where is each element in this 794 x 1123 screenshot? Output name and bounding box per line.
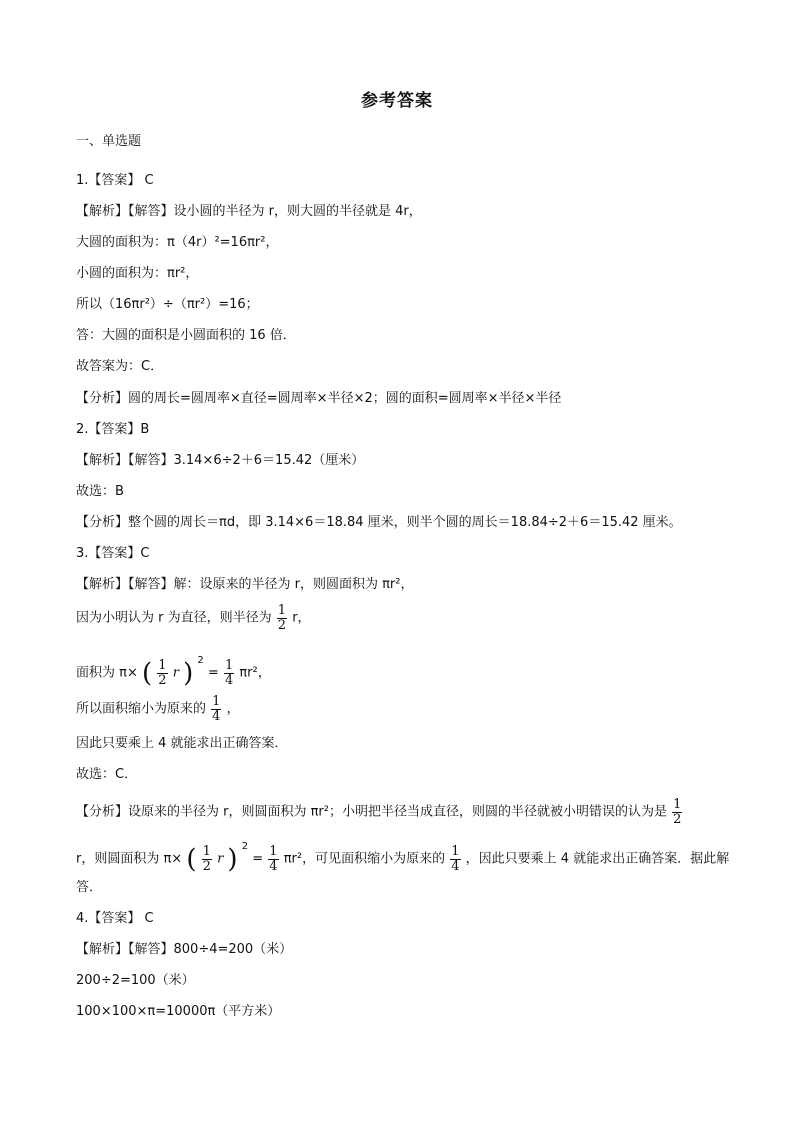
radius-variable: r: [217, 851, 224, 867]
fraction-one-quarter: [450, 845, 460, 874]
q3-solution-line-6: 故选：C．: [76, 767, 138, 782]
q2-answer: 2.【答案】B: [76, 422, 150, 437]
q3-solution-line-2: [76, 604, 311, 633]
fraction-one-half: [202, 845, 212, 874]
radius-variable: r: [172, 665, 179, 681]
fraction-one-quarter: [268, 845, 278, 874]
q1-analysis: 【分析】圆的周长=圆周率×直径=圆周率×半径×2；圆的面积=圆周率×半径×半径: [76, 391, 562, 406]
q3-line2-text-a: 因为小明认为 r 为直径，则半径为: [76, 610, 272, 626]
fraction-numerator: 1: [202, 844, 211, 859]
q3-solution-line-3: [76, 652, 271, 688]
q3-analysis-line-3: 答．: [76, 880, 103, 895]
q3-analysis-text-a: 【分析】设原来的半径为 r，则圆面积为 πr²；小明把半径当成直径，则圆的半径就被小明错误的认为是: [76, 804, 667, 820]
q3-solution-line-5: 因此只要乘上 4 就能求出正确答案．: [76, 736, 288, 751]
fraction-one-quarter: [224, 659, 234, 688]
q3-line2-text-b: r，: [292, 610, 311, 626]
q3-solution-line-1: 【解析】【解答】解：设原来的半径为 r，则圆面积为 πr²，: [76, 577, 414, 592]
fraction-one-half: [157, 659, 167, 688]
fraction-denominator: 2: [158, 673, 167, 688]
q1-solution-line-2: 大圆的面积为：π（4r）²=16πr²，: [76, 235, 279, 250]
open-paren: (: [142, 658, 153, 689]
fraction-denominator: 4: [269, 859, 278, 874]
q2-solution-line-2: 故选：B: [76, 484, 124, 499]
close-paren: ): [183, 658, 194, 689]
fraction-numerator: 1: [212, 694, 221, 709]
q2-analysis: 【分析】整个圆的周长＝πd，即 3.14×6＝18.84 厘米，则半个圆的周长＝18.84÷2＋6＝15.42 厘米。: [76, 515, 682, 530]
q1-solution-line-6: 故答案为：C．: [76, 359, 164, 374]
section-heading: 一、单选题: [76, 134, 142, 149]
q1-solution-line-1: 【解析】【解答】设小圆的半径为 r，则大圆的半径就是 4r，: [76, 204, 422, 219]
q1-solution-line-3: 小圆的面积为：πr²，: [76, 266, 199, 281]
q3-analysis-text-d: ，因此只要乘上 4 就能求出正确答案．据此解: [465, 851, 730, 867]
exponent: 2: [241, 841, 249, 852]
fraction-one-quarter: [211, 695, 221, 724]
q4-solution-line-2: 200÷2=100（米）: [76, 973, 195, 988]
q3-line3-equals: =: [207, 665, 219, 681]
q4-solution-line-1: 【解析】【解答】800÷4=200（米）: [76, 942, 293, 957]
exponent: 2: [197, 655, 204, 666]
fraction-denominator: 4: [212, 709, 221, 724]
q3-analysis-line-1: [76, 798, 683, 827]
q3-solution-line-4: [76, 695, 240, 724]
fraction-numerator: 1: [277, 603, 287, 618]
close-paren: ): [227, 844, 238, 875]
fraction-one-half: [277, 604, 287, 633]
q3-line4-text-a: 所以面积缩小为原来的: [76, 701, 207, 717]
fraction-numerator: 1: [451, 844, 460, 859]
q3-analysis-text-b: r，则圆面积为 π×: [76, 851, 183, 867]
q4-solution-line-3: 100×100×π=10000π（平方米）: [76, 1004, 281, 1019]
q2-solution-line-1: 【解析】【解答】3.14×6÷2＋6＝15.42（厘米）: [76, 453, 365, 468]
open-paren: (: [186, 844, 197, 875]
fraction-denominator: 4: [224, 673, 234, 688]
q3-line3-text-c: πr²，: [239, 665, 271, 681]
q1-answer: 1.【答案】 C: [76, 173, 154, 188]
fraction-denominator: 2: [673, 812, 682, 827]
q4-answer: 4.【答案】 C: [76, 911, 154, 926]
fraction-denominator: 4: [451, 859, 460, 874]
fraction-numerator: 1: [673, 797, 682, 812]
fraction-one-half: [672, 798, 682, 827]
page-title: 参考答案: [361, 91, 433, 111]
fraction-denominator: 2: [277, 618, 287, 633]
q3-analysis-text-c: πr²，可见面积缩小为原来的: [283, 851, 446, 867]
fraction-numerator: 1: [224, 658, 234, 673]
q1-solution-line-5: 答：大圆的面积是小圆面积的 16 倍．: [76, 328, 296, 343]
q1-solution-line-4: 所以（16πr²）÷（πr²）=16；: [76, 297, 259, 312]
q3-analysis-equals: =: [252, 851, 264, 867]
q3-analysis-line-2: [76, 838, 729, 874]
q3-line4-text-b: ，: [226, 701, 240, 717]
fraction-numerator: 1: [269, 844, 278, 859]
q3-line3-text-a: 面积为 π×: [76, 665, 138, 681]
q3-answer: 3.【答案】C: [76, 546, 150, 561]
fraction-denominator: 2: [202, 859, 211, 874]
fraction-numerator: 1: [158, 658, 167, 673]
